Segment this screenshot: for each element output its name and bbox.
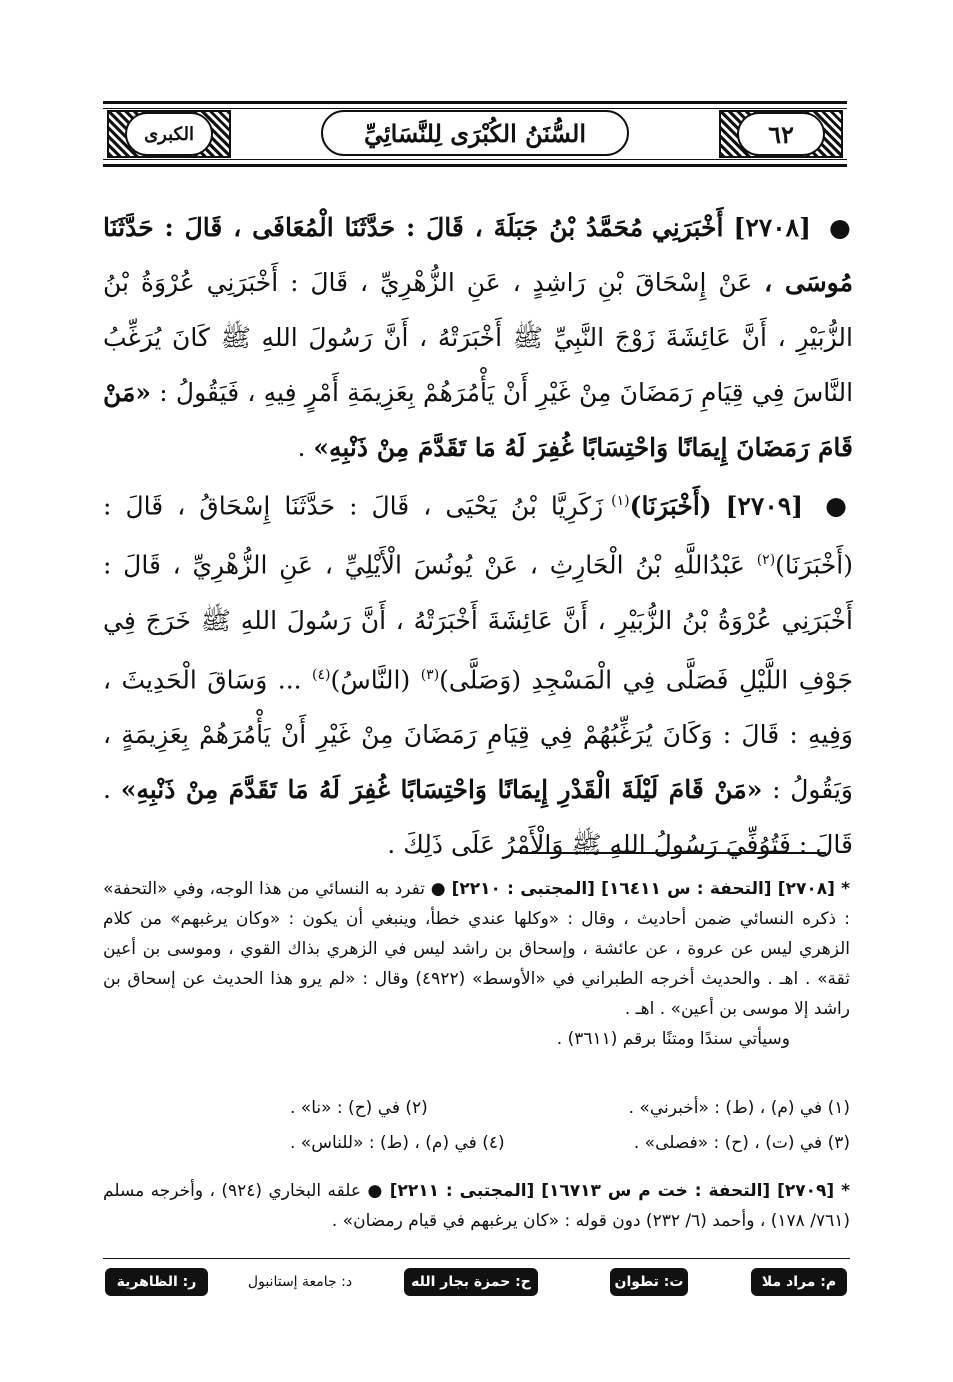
hadith-quote: «مَنْ قَامَ لَيْلَةَ الْقَدْرِ إِيمَانًا وَاحْتِسَابًا غُفِرَ لَهُ مَا تَقَدَّمَ مِنْ ذَنْبِهِ»	[120, 774, 763, 804]
text-line: (النَّاسُ)	[330, 664, 421, 694]
text-line: . قَالَ :	[103, 774, 853, 859]
text-line: عَنْ إِسْحَاقَ بْنِ رَاشِدٍ ، عَنِ الزُّهْرِيِّ ، قَالَ : أَخْبَرَنِي عُرْوَةُ بْنُ الزُّبَيْرِ ، أَنَّ عَائِشَةَ	[103, 268, 853, 352]
hadith-text	[103, 200, 853, 475]
hadith-quote: «مَنْ قَامَ رَمَضَانَ إِيمَانًا وَاحْتِسَابًا	[103, 378, 853, 462]
text-line: (أَخْبَرَنَا)	[629, 491, 712, 521]
source-badge: ح: حمزة بجار الله	[404, 1268, 538, 1296]
hadith-entry-2708	[103, 200, 853, 475]
variant-row	[290, 1133, 850, 1153]
text-line: اللَّيْلِ فَصَلَّى فِي الْمَسْجِدِ (وَصَلَّى)	[439, 664, 789, 694]
text-line: وَفِيهِ : قَالَ : وَكَانَ يُرَغِّبُهُمْ فِي قِيَامِ رَمَضَانَ مِنْ غَيْرِ أَنْ يَأْمُرَهُمْ بِعَزِيمَةٍ ،	[103, 719, 853, 749]
text-line: مِنْ غَيْرِ أَنْ يَأْمُرَهُمْ بِعَزِيمَةِ أَمْرٍ فِيهِ ، فَيَقُولُ :	[159, 378, 612, 407]
footnote-divider	[520, 852, 826, 854]
hadith-text	[103, 474, 853, 872]
source-badge: د: جامعة إستانبول	[225, 1268, 375, 1296]
variant-note: (١) في (م) ، (ط) : «أخبرني» .	[628, 1098, 850, 1118]
bullet-icon: ●	[825, 491, 853, 521]
variant-note: (٣) في (ت) ، (ح) : «فصلى» .	[633, 1133, 850, 1153]
text-line: ... وَسَاقَ الْحَدِيثَ ،	[103, 664, 313, 694]
footnote-2709	[103, 1176, 850, 1236]
text-line: عَبْدُاللَّهِ بْنُ الْحَارِثِ ، عَنْ يُونُسَ الْأَيْلِيِّ ، عَنِ الزُّهْرِيِّ ، قَالَ :	[103, 550, 757, 580]
footnote-ref: (٢)	[756, 552, 776, 569]
text-line: زَكَرِيَّا بْنُ يَحْيَى ، قَالَ : حَدَّثَنَا إِسْحَاقُ ، قَالَ :	[103, 491, 612, 521]
variant-note: (٤) في (م) ، (ط) : «للناس» .	[290, 1133, 505, 1153]
text-line: .	[297, 433, 314, 462]
hadith-entry-2709	[103, 474, 853, 872]
book-title: السُّنَنُ الكُبْرَى لِلنَّسَائِيِّ	[321, 110, 629, 156]
source-badge: ت: تطوان	[610, 1268, 688, 1296]
source-badge: ر: الظاهرية	[105, 1268, 208, 1296]
text-line: أَخْبَرَنِي مُحَمَّدُ بْنُ جَبَلَةَ ، قَالَ : حَدَّثَنَا الْمُعَافَى ، قَالَ : حَدَّثَنَا مُوسَى ،	[103, 213, 853, 297]
bullet-icon: ●	[829, 213, 853, 242]
text-line: أَخْبَرَنِي عُرْوَةُ بْنُ الزُّبَيْرِ ، أَنَّ عَائِشَةَ أَخْبَرَتْهُ ، أَنَّ رَسُولَ اللهِ ﷺ خَرَجَ فِي جَوْفِ	[103, 605, 853, 694]
footnote-ref: (١)	[611, 493, 630, 509]
variant-note: (٢) في (ح) : «نا» .	[290, 1098, 428, 1118]
footnote-more: وسيأتي سندًا ومتنًا برقم (٣٦١١) .	[556, 1029, 790, 1049]
sources-divider	[103, 1258, 850, 1259]
emblem-logo: الكبرى	[125, 112, 213, 156]
footnote-text: ● علقه البخاري (٩٢٤) ، وأخرجه مسلم (٧٦١/ ١٧٨) ، وأحمد (٦/ ٢٣٢) دون قوله : «كان يرغبهم في قيام رمضان» .	[103, 1181, 850, 1231]
page-number: ٦٢	[737, 112, 825, 156]
footnote-text: ● تفرد به النسائي من هذا الوجه، وفي «التحفة» : ذكره النسائي ضمن أحاديث ، وقال : «وكلها عندي خطأ، وينبغي أن يكون : «وكان يرغبهم» من كلام الزهري ليس عن عروة ، عن عائشة ، وإسحاق بن راشد ليس في الزهري بذاك القوي ، وموسى بن أعين ثقة» . اهـ . والحديث أخرجه الطبراني في «الأوسط» (٤٩٢٢) وقال : «لم يرو هذا الحديث عن إسحاق بن راشد إلا موسى بن أعين» . اهـ .	[103, 879, 850, 1019]
footnote-ref: * [٢٧٠٩] [التحفة : خت م س ١٦٧١٣] [المجتبى : ٢٢١١]	[389, 1181, 851, 1201]
page-header	[103, 101, 847, 167]
text-line: (أَخْبَرَنَا)	[775, 550, 853, 580]
text-line: وَيَقُولُ :	[762, 774, 853, 804]
source-badge: م: مراد ملا	[751, 1268, 847, 1296]
variant-row	[290, 1098, 850, 1118]
hadith-number: [٢٧٠٨]	[733, 213, 811, 242]
hadith-quote: غُفِرَ لَهُ مَا تَقَدَّمَ مِنْ ذَنْبِهِ»	[313, 433, 574, 462]
footnote-ref: (٣)	[420, 666, 440, 683]
text-line: فَتُوُفِّيَ رَسُولُ اللهِ ﷺ وَالْأَمْرُ عَلَى ذَلِكَ .	[387, 829, 791, 859]
footnote-2708	[103, 874, 850, 1054]
text-line: زَوْجَ النَّبِيِّ ﷺ أَخْبَرَتْهُ ، أَنَّ رَسُولَ اللهِ ﷺ كَانَ يُرَغِّبُ النَّاسَ فِي قِيَامِ رَمَضَانَ	[103, 323, 854, 407]
footnote-ref: * [٢٧٠٨] [التحفة : س ١٦٤١١] [المجتبى : ٢٢١٠]	[451, 879, 850, 899]
footnote-ref: (٤)	[312, 666, 331, 683]
hadith-number: [٢٧٠٩]	[725, 491, 804, 521]
